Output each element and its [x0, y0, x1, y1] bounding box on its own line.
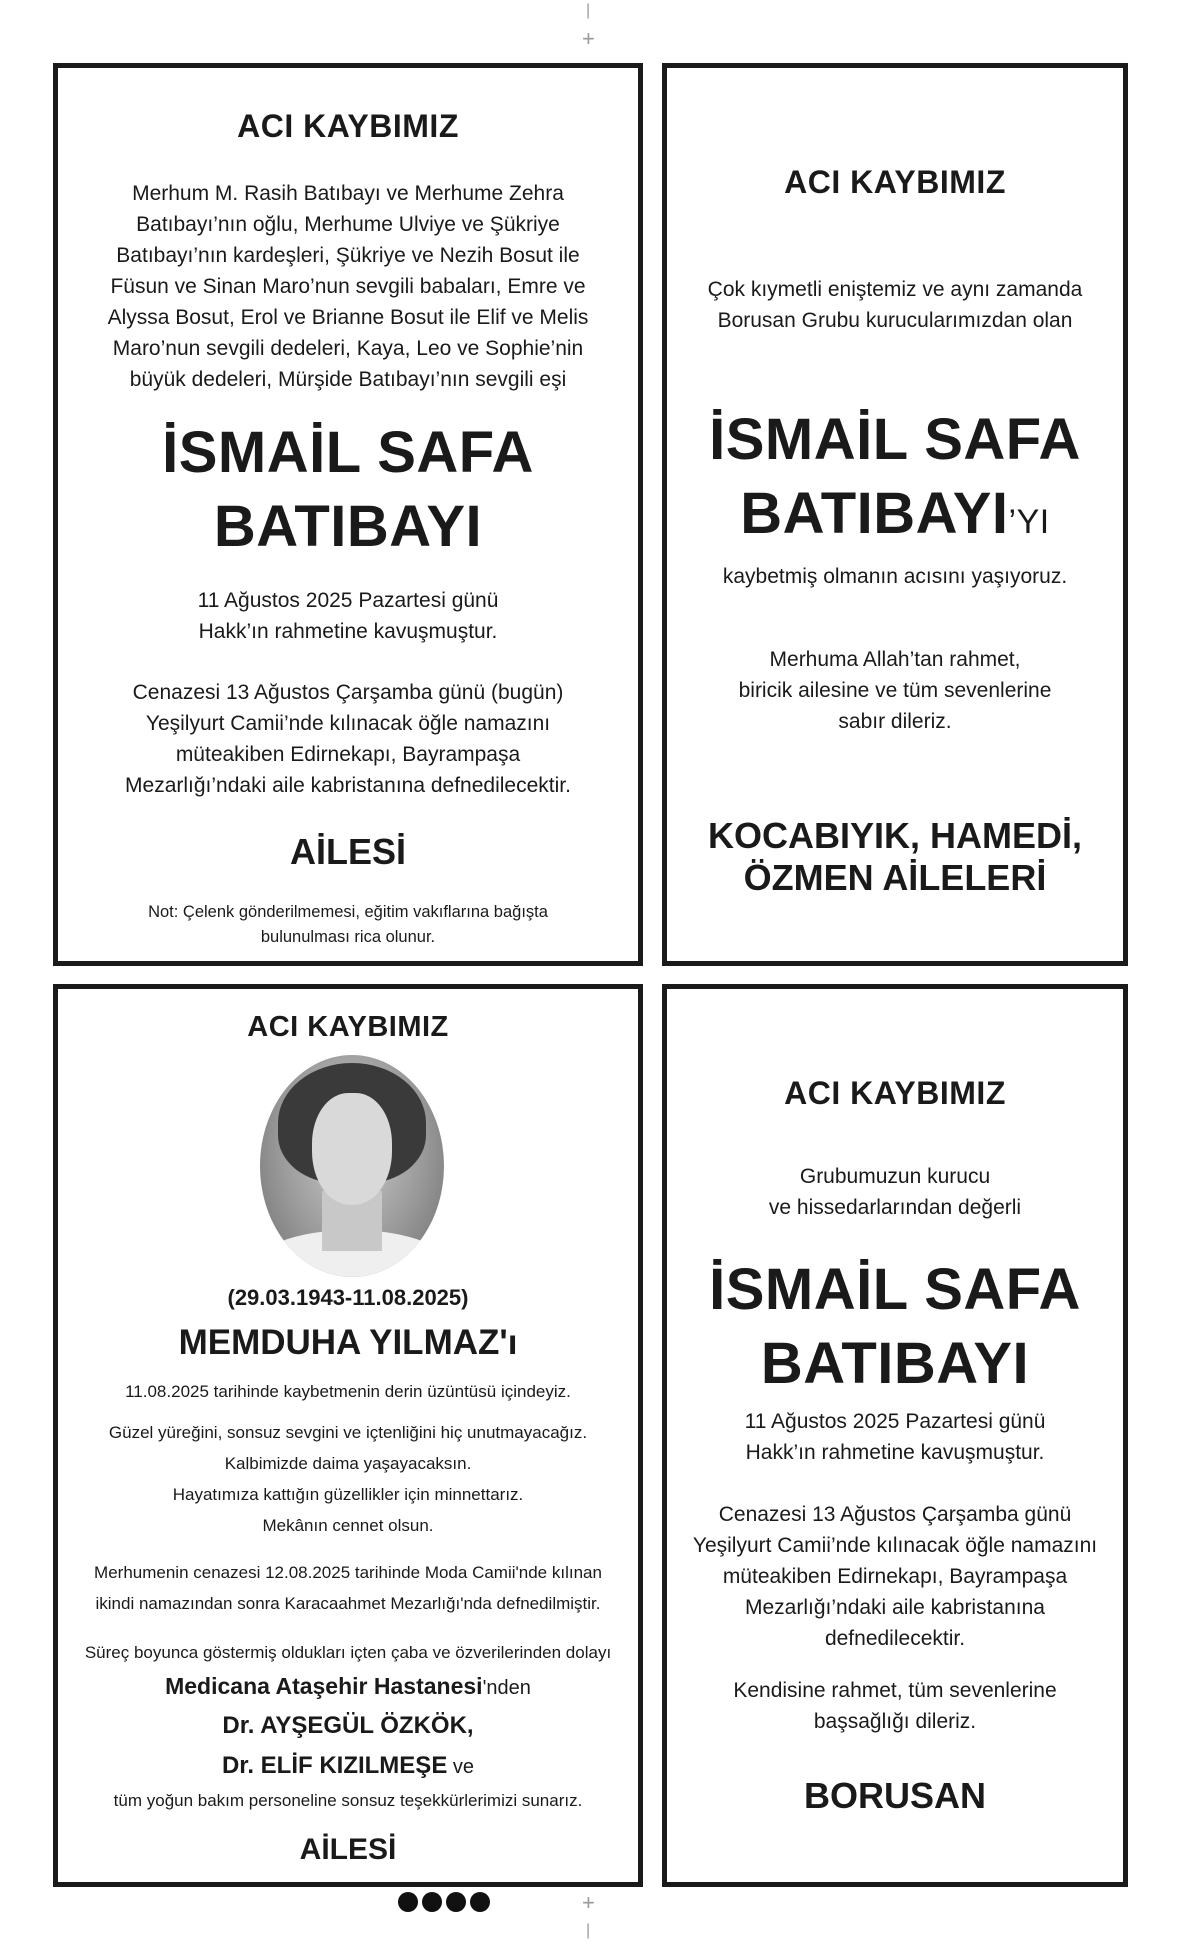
- intro-text: [58, 178, 638, 395]
- text-line: biricik ailesine ve tüm sevenlerine: [738, 679, 1052, 702]
- card-title: ACI KAYBIMIZ: [247, 1011, 449, 1043]
- name-suffix: ’YI: [1008, 503, 1050, 541]
- text-line: müteakiben Edirnekapı, Bayrampaşa: [722, 1565, 1068, 1588]
- funeral-text: [58, 677, 638, 801]
- closing-text: tüm yoğun bakım personeline sonsuz teşekkürlerimizi sunarız.: [113, 1791, 583, 1810]
- deceased-name: [667, 403, 1123, 559]
- text-line: Merhum M. Rasih Batıbayı ve Merhume Zehra: [132, 182, 564, 205]
- page-marker-dots: [398, 1892, 494, 1914]
- text-line: Çok kıymetli eniştemiz ve aynı zamanda: [707, 278, 1083, 301]
- intro-text: [667, 1161, 1123, 1223]
- deceased-name: [58, 416, 638, 564]
- prayer-text: [667, 644, 1123, 737]
- signature: AİLESİ: [299, 1833, 397, 1866]
- text-line: Batıbayı’nın oğlu, Merhume Ulviye ve Şükriye: [136, 213, 560, 236]
- card-title: ACI KAYBIMIZ: [784, 164, 1006, 200]
- dot-icon: [422, 1892, 442, 1912]
- text-line: Alyssa Bosut, Erol ve Brianne Bosut ile Elif ve Melis: [107, 306, 589, 329]
- deceased-name: [667, 1253, 1123, 1401]
- doctor-1: Dr. AYŞEGÜL ÖZKÖK,: [222, 1712, 474, 1739]
- signature-line: KOCABIYIK, HAMEDİ,: [707, 815, 1082, 856]
- text-line: Not: Çelenk gönderilmemesi, eğitim vakıflarına bağışta: [148, 903, 548, 921]
- name-line: BATIBAYI: [760, 1331, 1030, 1396]
- text-line: Mekânın cennet olsun.: [262, 1516, 434, 1535]
- text-line: Güzel yüreğini, sonsuz sevgini ve içtenliğini hiç unutmayacağız.: [108, 1423, 588, 1442]
- text-line: Cenazesi 13 Ağustos Çarşamba günü: [718, 1503, 1072, 1526]
- card-title: ACI KAYBIMIZ: [784, 1075, 1006, 1111]
- text-line: Batıbayı’nın kardeşleri, Şükriye ve Nezih Bosut ile: [116, 244, 580, 267]
- text-line: büyük dedeleri, Mürşide Batıbayı’nın sevgili eşi: [129, 368, 567, 391]
- text-line: Hayatımıza kattığın güzellikler için minnettarız.: [172, 1485, 524, 1504]
- text-line: 11.08.2025 tarihinde kaybetmenin derin üzüntüsü içindeyiz.: [125, 1382, 571, 1401]
- text-line: 11 Ağustos 2025 Pazartesi günü: [744, 1410, 1046, 1433]
- name-line-with-suffix: [667, 477, 1123, 559]
- dot-icon: [446, 1892, 466, 1912]
- text-line: Maro’nun sevgili dedeleri, Kaya, Leo ve Sophie’nin: [112, 337, 584, 360]
- name-line: İSMAİL SAFA: [162, 420, 534, 485]
- date-text: [667, 1406, 1123, 1468]
- name-line: İSMAİL SAFA: [709, 1257, 1081, 1322]
- obituary-card-memduha: [53, 984, 643, 1887]
- funeral-text: [58, 1557, 638, 1619]
- text-line: başsağlığı dileriz.: [813, 1710, 977, 1733]
- text-line: defnedilecektir.: [824, 1627, 966, 1650]
- doctor-2-line: [58, 1746, 638, 1787]
- text-line: sabır dileriz.: [838, 710, 952, 733]
- text-line: Kendisine rahmet, tüm sevenlerine: [733, 1679, 1057, 1702]
- obituary-card-family: [53, 63, 643, 966]
- registration-mark-top-line: |: [586, 2, 591, 19]
- text-line: Mezarlığı’ndaki aile kabristanına: [745, 1596, 1045, 1619]
- text-line: Yeşilyurt Camii’nde kılınacak öğle namazını: [145, 712, 551, 735]
- dot-icon: [470, 1892, 490, 1912]
- name-line: BATIBAYI: [740, 481, 1009, 546]
- text-line: Mezarlığı’ndaki aile kabristanına defnedilecektir.: [125, 774, 571, 797]
- text-line: Füsun ve Sinan Maro’nun sevgili babaları, Emre ve: [110, 275, 586, 298]
- signature: AİLESİ: [289, 831, 406, 872]
- signature-line: ÖZMEN AİLELERİ: [743, 857, 1047, 898]
- text-line: Grubumuzun kurucu: [799, 1165, 991, 1188]
- condolence-text: [667, 1675, 1123, 1737]
- text-line: Borusan Grubu kurucularımızdan olan: [717, 309, 1073, 332]
- text-line: Merhuma Allah’tan rahmet,: [769, 648, 1021, 671]
- intro-text: [667, 274, 1123, 336]
- doctor-2-suffix: ve: [447, 1756, 475, 1778]
- funeral-text: [667, 1499, 1123, 1654]
- registration-mark-bottom-line: |: [586, 1922, 591, 1939]
- hospital-name: Medicana Ataşehir Hastanesi: [165, 1673, 483, 1699]
- text-line: ikindi namazından sonra Karacaahmet Mezarlığı'nda defnedilmiştir.: [95, 1594, 601, 1613]
- text-line: müteakiben Edirnekapı, Bayrampaşa: [175, 743, 521, 766]
- text-line: 11 Ağustos 2025 Pazartesi günü: [197, 589, 499, 612]
- signature: [667, 815, 1123, 899]
- registration-mark-top-cross: +: [582, 26, 595, 51]
- sorrow-text: [58, 1376, 638, 1407]
- text-line: Hakk’ın rahmetine kavuşmuştur.: [745, 1441, 1045, 1464]
- thanks-text: Süreç boyunca göstermiş oldukları içten çaba ve özverilerinden dolayı: [84, 1643, 612, 1662]
- text-line: ve hissedarlarından değerli: [768, 1196, 1022, 1219]
- text-line: bulunulması rica olunur.: [260, 928, 436, 946]
- life-dates: (29.03.1943-11.08.2025): [227, 1285, 469, 1310]
- obituary-card-families: [662, 63, 1128, 966]
- registration-mark-bottom-cross: +: [582, 1890, 595, 1915]
- doctor-2: Dr. ELİF KIZILMEŞE: [221, 1752, 448, 1779]
- text-line: Cenazesi 13 Ağustos Çarşamba günü (bugün): [132, 681, 564, 704]
- tribute-text: [58, 1417, 638, 1541]
- signature: BORUSAN: [803, 1775, 986, 1816]
- name-line: BATIBAYI: [213, 494, 483, 559]
- hospital-suffix: 'nden: [482, 1677, 531, 1699]
- obituary-card-borusan: [662, 984, 1128, 1887]
- deceased-name: MEMDUHA YILMAZ'ı: [178, 1323, 518, 1362]
- dot-icon: [398, 1892, 418, 1912]
- date-text: [58, 585, 638, 647]
- text-line: Kalbimizde daima yaşayacaksın.: [224, 1454, 472, 1473]
- portrait-photo: [260, 1055, 444, 1277]
- loss-text: kaybetmiş olmanın acısını yaşıyoruz.: [722, 565, 1068, 588]
- card-title: ACI KAYBIMIZ: [237, 108, 459, 144]
- name-line: İSMAİL SAFA: [709, 407, 1081, 472]
- text-line: Merhumenin cenazesi 12.08.2025 tarihinde Moda Camii'nde kılınan: [94, 1563, 602, 1582]
- hospital-line: [58, 1668, 638, 1706]
- text-line: Yeşilyurt Camii’nde kılınacak öğle namazını: [692, 1534, 1098, 1557]
- note-text: [58, 900, 638, 950]
- text-line: Hakk’ın rahmetine kavuşmuştur.: [198, 620, 498, 643]
- portrait-face: [312, 1093, 392, 1205]
